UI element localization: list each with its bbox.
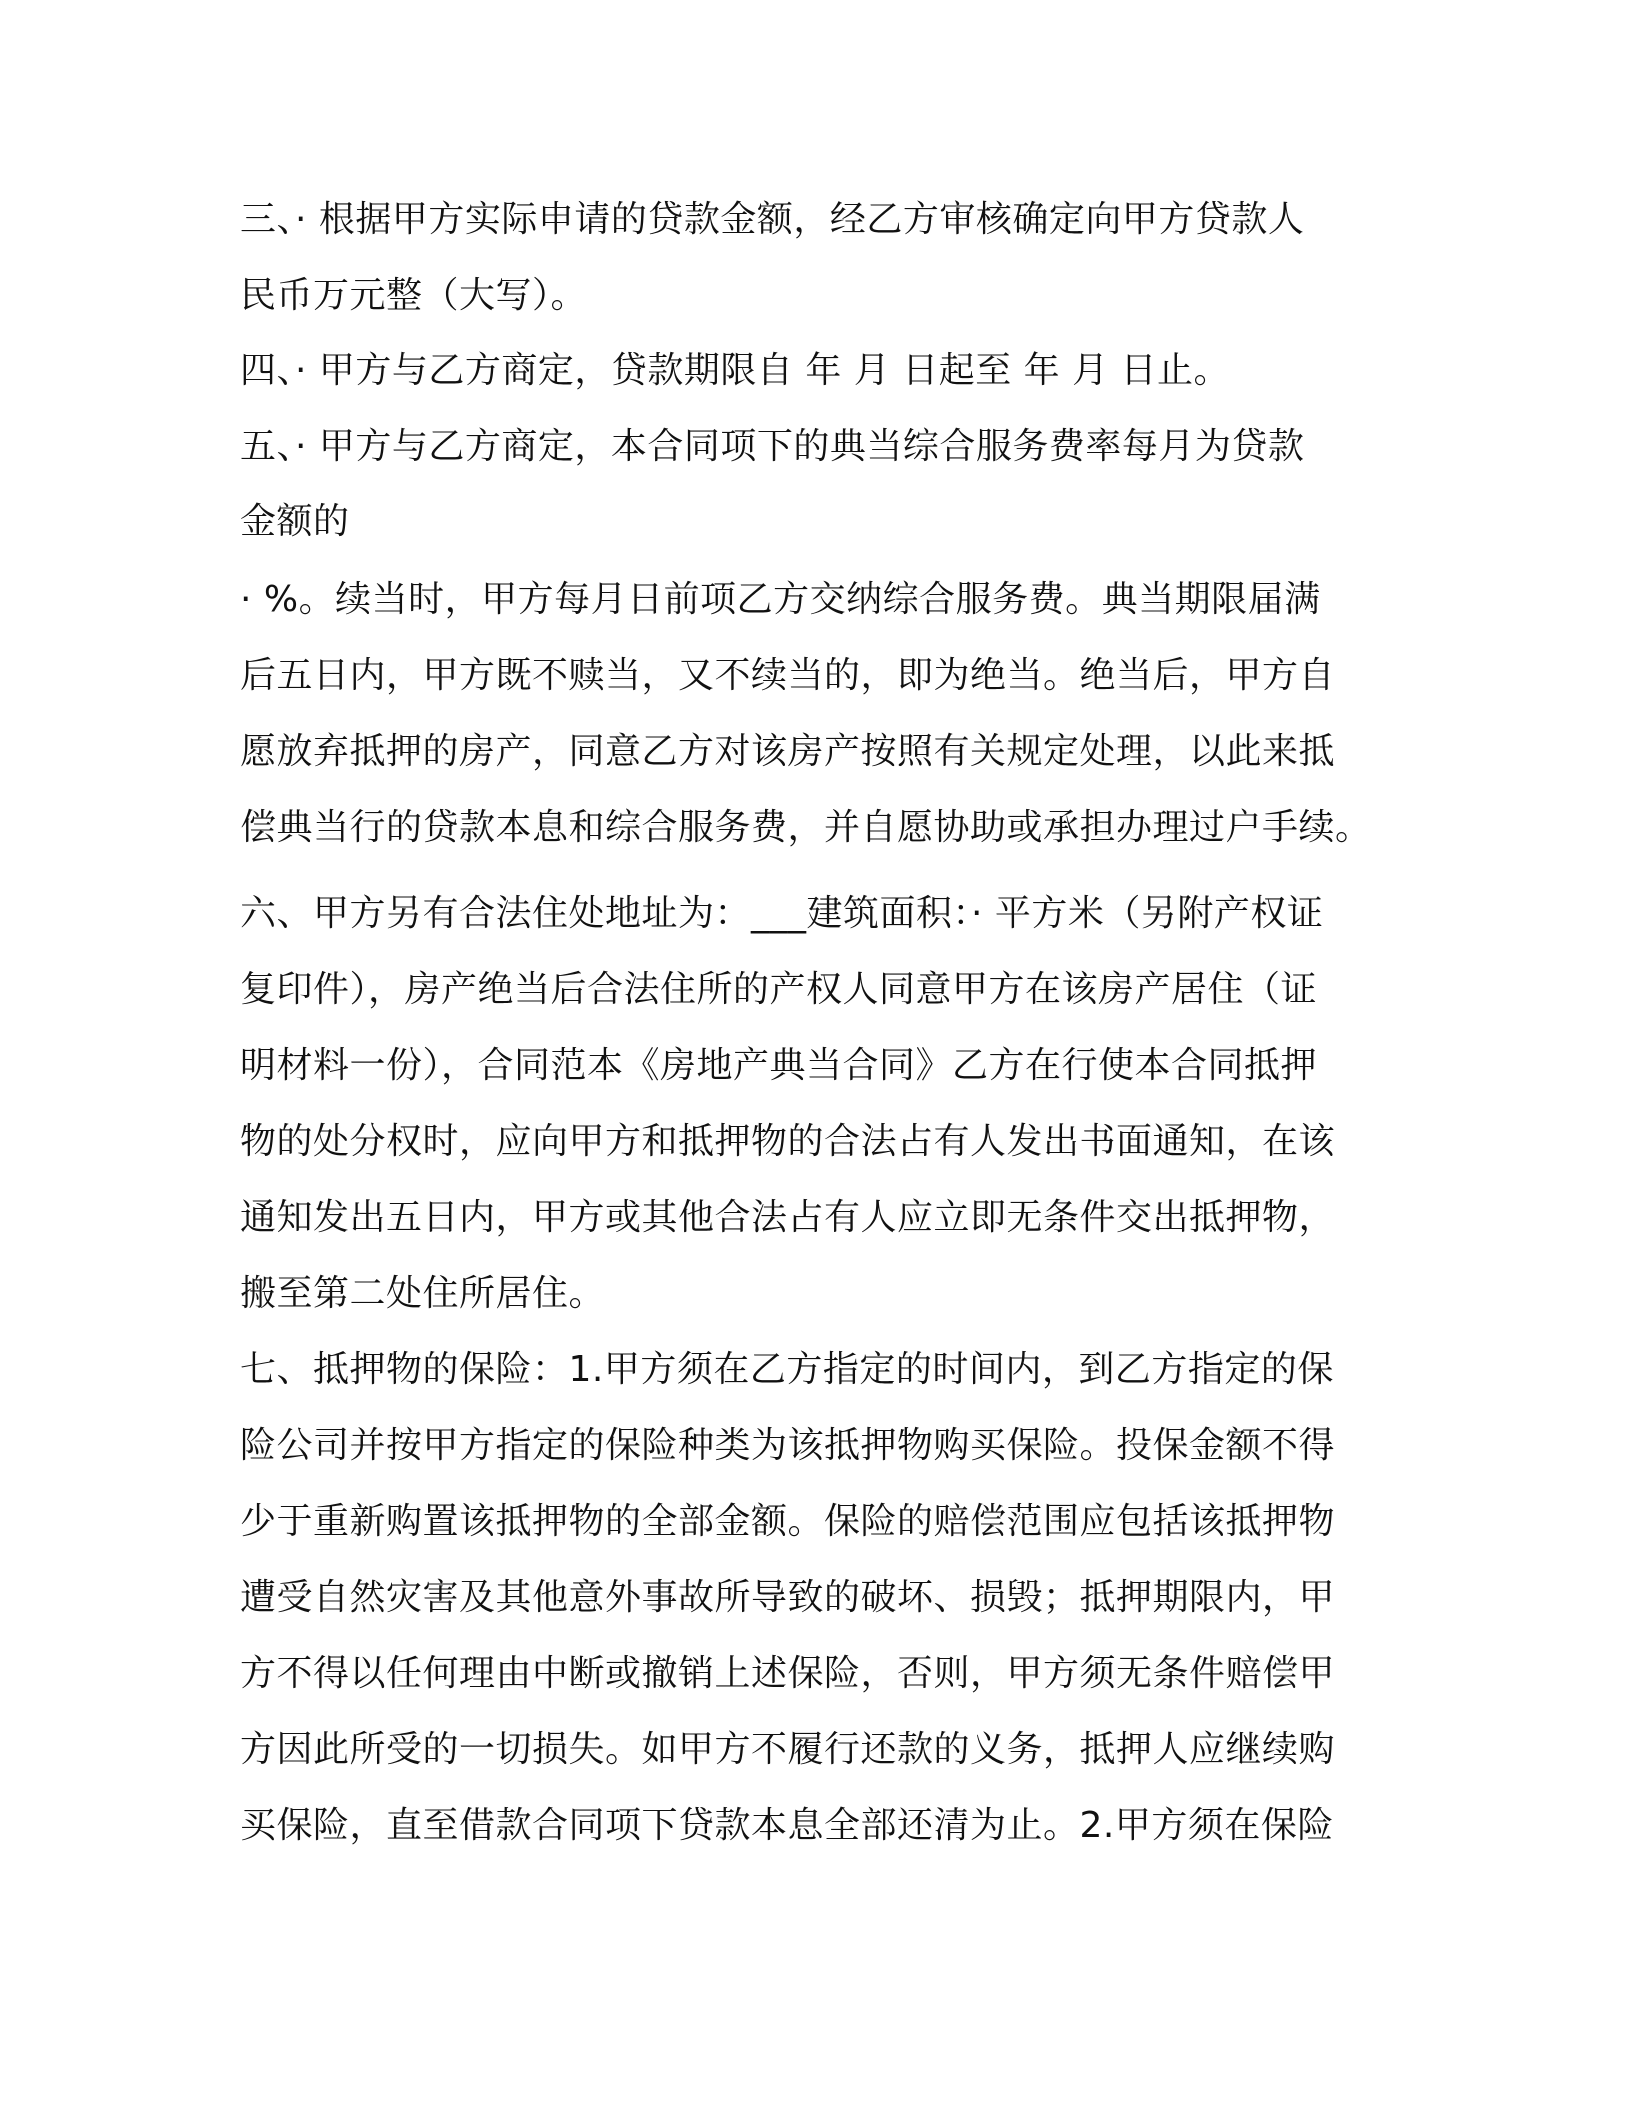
clause-3-line-2: 民币万元整（大写）。	[240, 275, 588, 316]
clause-4-line-1: 四、· 甲方与乙方商定，贷款期限自 年 月 日起至 年 月 日止。	[240, 350, 1231, 391]
clause-7-line-2: 险公司并按甲方指定的保险种类为该抵押物购买保险。投保金额不得	[240, 1425, 1336, 1466]
clause-5-line-4: 后五日内，甲方既不赎当，又不续当的，即为绝当。绝当后，甲方自	[240, 655, 1336, 696]
clause-5-line-2: 金额的	[240, 501, 350, 542]
clause-7-line-7: 买保险，直至借款合同项下贷款本息全部还清为止。2.甲方须在保险	[240, 1805, 1334, 1846]
clause-6-line-6: 搬至第二处住所居住。	[240, 1273, 606, 1314]
clause-7-line-6: 方因此所受的一切损失。如甲方不履行还款的义务，抵押人应继续购	[240, 1729, 1336, 1770]
clause-7-line-3: 少于重新购置该抵押物的全部金额。保险的赔偿范围应包括该抵押物	[240, 1501, 1336, 1542]
clause-6-line-1: 六、甲方另有合法住处地址为：___建筑面积：· 平方米（另附产权证	[240, 893, 1324, 934]
clause-7-line-1: 七、抵押物的保险：1.甲方须在乙方指定的时间内，到乙方指定的保	[240, 1349, 1334, 1390]
clause-5-line-5: 愿放弃抵押的房产，同意乙方对该房产按照有关规定处理，以此来抵	[240, 731, 1336, 772]
clause-5-line-6: 偿典当行的贷款本息和综合服务费，并自愿协助或承担办理过户手续。	[240, 807, 1372, 848]
clause-6-line-4: 物的处分权时，应向甲方和抵押物的合法占有人发出书面通知，在该	[240, 1121, 1336, 1162]
clause-6-line-3: 明材料一份），合同范本《房地产典当合同》乙方在行使本合同抵押	[240, 1045, 1318, 1086]
clause-3-line-1: 三、· 根据甲方实际申请的贷款金额，经乙方审核确定向甲方贷款人	[240, 199, 1305, 240]
clause-6-line-2: 复印件），房产绝当后合法住所的产权人同意甲方在该房产居住（证	[240, 969, 1318, 1010]
clause-5-line-1: 五、· 甲方与乙方商定，本合同项下的典当综合服务费率每月为贷款	[240, 426, 1305, 467]
clause-6-line-5: 通知发出五日内，甲方或其他合法占有人应立即无条件交出抵押物，	[240, 1197, 1336, 1238]
clause-5-line-3: · %。续当时，甲方每月日前项乙方交纳综合服务费。典当期限届满	[240, 579, 1321, 620]
clause-7-line-4: 遭受自然灾害及其他意外事故所导致的破坏、损毁；抵押期限内，甲	[240, 1577, 1336, 1618]
clause-7-line-5: 方不得以任何理由中断或撤销上述保险，否则，甲方须无条件赔偿甲	[240, 1653, 1336, 1694]
